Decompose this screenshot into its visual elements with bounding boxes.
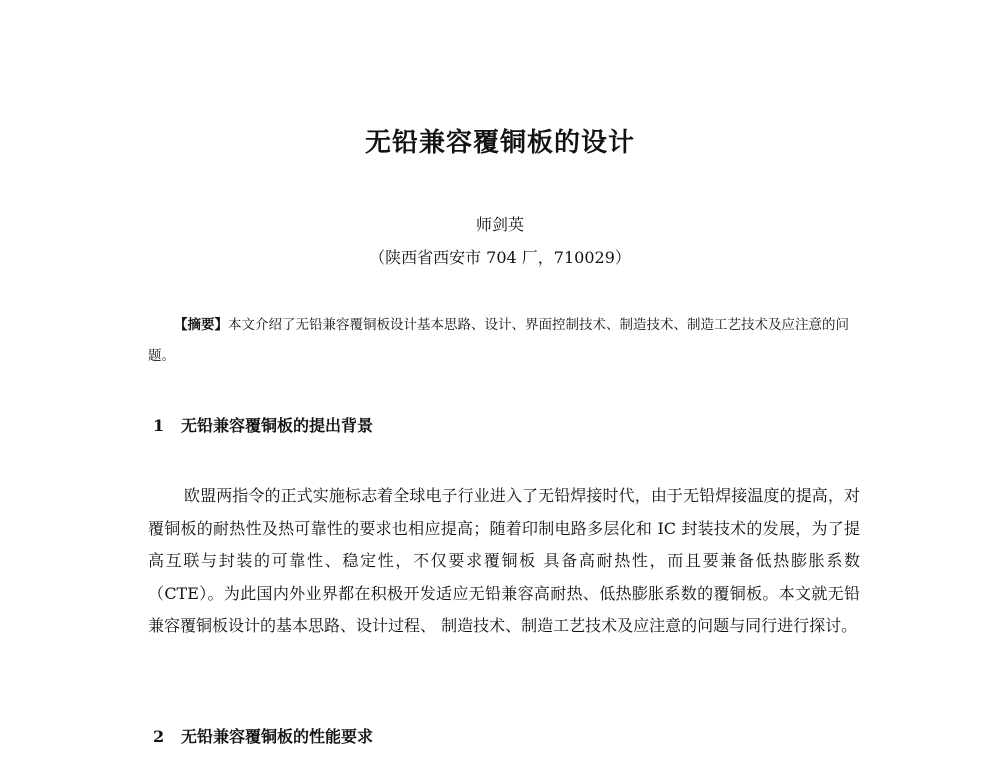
- section-title: 无铅兼容覆铜板的提出背景: [181, 416, 374, 435]
- abstract: [148, 310, 860, 372]
- section-1-paragraph: 欧盟两指令的正式实施标志着全球电子行业进入了无铅焊接时代，由于无铅焊接温度的提高，对覆铜板的耐热性及热可靠性的要求也相应提高；随着印制电路多层化和 IC 封装技术的发展，为了提高互联与封装的可靠性、稳定性，不仅要求覆铜板 具备高耐热性，而且要兼备低热膨胀系数（CTE）。为此国内外业界都在积极开发适应无铅兼容高耐热、低热膨胀系数的覆铜板。本文就无铅兼容覆铜板设计的基本思路、设计过程、 制造技术、制造工艺技术及应注意的问题与同行进行探讨。: [148, 486, 860, 635]
- abstract-label: 【摘要】: [174, 317, 228, 333]
- abstract-text: 本文介绍了无铅兼容覆铜板设计基本思路、设计、界面控制技术、制造技术、制造工艺技术及应注意的问题。: [148, 317, 849, 364]
- paper-title: 无铅兼容覆铜板的设计: [364, 128, 635, 158]
- author-name: 师剑英: [475, 215, 524, 234]
- section-number: 1: [153, 416, 165, 435]
- section-1-heading: [153, 413, 373, 436]
- author-affiliation: （陕西省西安市 704 厂，710029）: [369, 248, 631, 267]
- section-number: 2: [153, 727, 165, 746]
- section-title: 无铅兼容覆铜板的性能要求: [181, 727, 374, 746]
- section-2-heading: [153, 724, 373, 747]
